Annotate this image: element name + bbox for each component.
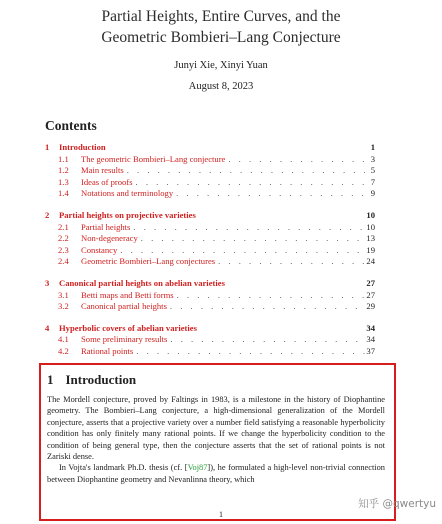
page-number: 1 [219,510,223,519]
toc-page: 29 [366,301,375,312]
introduction-title: Introduction [65,372,137,387]
toc-leader [225,154,365,166]
toc-leader [167,334,365,346]
toc-leader [138,233,365,245]
date: August 8, 2023 [188,81,254,92]
toc-section-num: 4 [45,322,50,333]
toc-sub-label: Ideas of proofs [81,176,133,187]
toc-sub-label: Canonical partial heights [81,301,167,312]
toc-sub-label: Geometric Bombieri–Lang conjectures [81,256,216,267]
introduction-body [47,394,385,485]
toc-page: 24 [366,256,375,267]
watermark: 知乎 @qwertyu [358,498,436,510]
toc-sub-num: 1.4 [58,188,69,199]
toc-page: 34 [366,334,375,345]
toc-page: 5 [370,165,375,176]
toc-section-4[interactable] [45,323,375,335]
toc-leader [173,188,365,200]
toc-page: 27 [366,277,375,288]
toc-section-num: 1 [45,142,50,152]
toc-sub-label: Main results [81,165,124,176]
toc-section-label: Introduction [59,142,106,152]
toc-page: 13 [366,233,375,244]
toc-page: 37 [366,345,375,356]
toc-page: 7 [370,176,375,187]
introduction-heading [47,372,148,388]
toc-sub-label: Notations and terminology [81,188,174,199]
table-of-contents [45,142,375,358]
toc-page: 3 [370,153,375,164]
toc-section-2[interactable] [45,210,375,222]
toc-section-3[interactable] [45,278,375,290]
toc-leader [167,301,365,313]
toc-sub-num: 3.1 [58,289,69,300]
paragraph-1: The Mordell conjecture, proved by Faltings in 1983, is a milestone in the history of Diophantine geometry. The Bombieri–Lang conjecture, a high-dimensional generalization of the Mordell conjecture, asserts that a projective variety over a number field satisfying a reasonable hyperbolicity condition has only finitely many rational points. If we change the hyperbolicity condition to the condition of being general type, then the conjecture asserts that the set of rational points is not Zariski dense. [47,395,385,462]
toc-sub-num: 4.1 [58,334,69,345]
toc-sub-num: 1.2 [58,165,69,176]
toc-subsection-2-1[interactable] [45,222,375,234]
toc-sub-num: 4.2 [58,345,69,356]
toc-subsection-1-4[interactable] [45,188,375,200]
toc-page: 27 [366,289,375,300]
toc-sub-label: The geometric Bombieri–Lang conjecture [81,153,226,164]
toc-sub-label: Rational points [81,345,134,356]
toc-sub-num: 2.1 [58,221,69,232]
toc-sub-label: Constancy [81,244,118,255]
toc-leader [117,245,365,257]
toc-subsection-4-1[interactable] [45,334,375,346]
toc-subsection-3-2[interactable] [45,301,375,313]
toc-sub-label: Partial heights [81,221,131,232]
toc-subsection-1-3[interactable] [45,177,375,189]
paragraph-2 [47,462,385,485]
toc-leader [174,290,365,302]
toc-section-label: Hyperbolic covers of abelian varieties [59,322,197,333]
paper-title [0,6,442,48]
toc-sub-num: 3.2 [58,301,69,312]
authors: Junyi Xie, Xinyi Yuan [174,60,268,71]
toc-sub-num: 2.3 [58,244,69,255]
toc-sub-num: 1.1 [58,153,69,164]
toc-sub-num: 2.2 [58,233,69,244]
toc-subsection-2-2[interactable] [45,233,375,245]
toc-page: 34 [366,322,375,333]
title-line-2: Geometric Bombieri–Lang Conjecture [101,29,341,46]
toc-page: 9 [370,188,375,199]
contents-heading: Contents [45,118,97,133]
toc-section-num: 3 [45,277,50,288]
toc-sub-label: Some preliminary results [81,334,168,345]
toc-page: 10 [366,209,375,220]
toc-leader [133,177,365,189]
paragraph-2-text-cont: ]), he formulated a high-level non-trivial connection between Diophantine geometry and Nevanlinna theory, which [47,463,385,484]
toc-leader [133,346,365,358]
toc-page: 10 [366,221,375,232]
toc-subsection-2-4[interactable] [45,256,375,268]
toc-subsection-4-2[interactable] [45,346,375,358]
toc-subsection-1-1[interactable] [45,154,375,166]
citation-link[interactable]: Voj87 [187,463,208,473]
toc-subsection-1-2[interactable] [45,165,375,177]
title-line-1: Partial Heights, Entire Curves, and the [101,8,341,25]
toc-section-1[interactable] [45,142,375,154]
toc-sub-num: 1.3 [58,176,69,187]
toc-section-label: Partial heights on projective varieties [59,209,196,220]
toc-subsection-2-3[interactable] [45,245,375,257]
toc-leader [124,165,365,177]
toc-section-num: 2 [45,209,50,220]
toc-section-label: Canonical partial heights on abelian varieties [59,277,225,288]
toc-subsection-3-1[interactable] [45,290,375,302]
introduction-number: 1 [47,372,54,387]
toc-page: 1 [370,142,375,152]
toc-leader [215,256,365,268]
paragraph-2-text: In Vojta's landmark Ph.D. thesis (cf. [ [59,463,188,473]
toc-sub-label: Betti maps and Betti forms [81,289,174,300]
toc-sub-label: Non-degeneracy [81,233,138,244]
toc-leader [130,222,365,234]
toc-sub-num: 2.4 [58,256,69,267]
toc-page: 19 [366,244,375,255]
